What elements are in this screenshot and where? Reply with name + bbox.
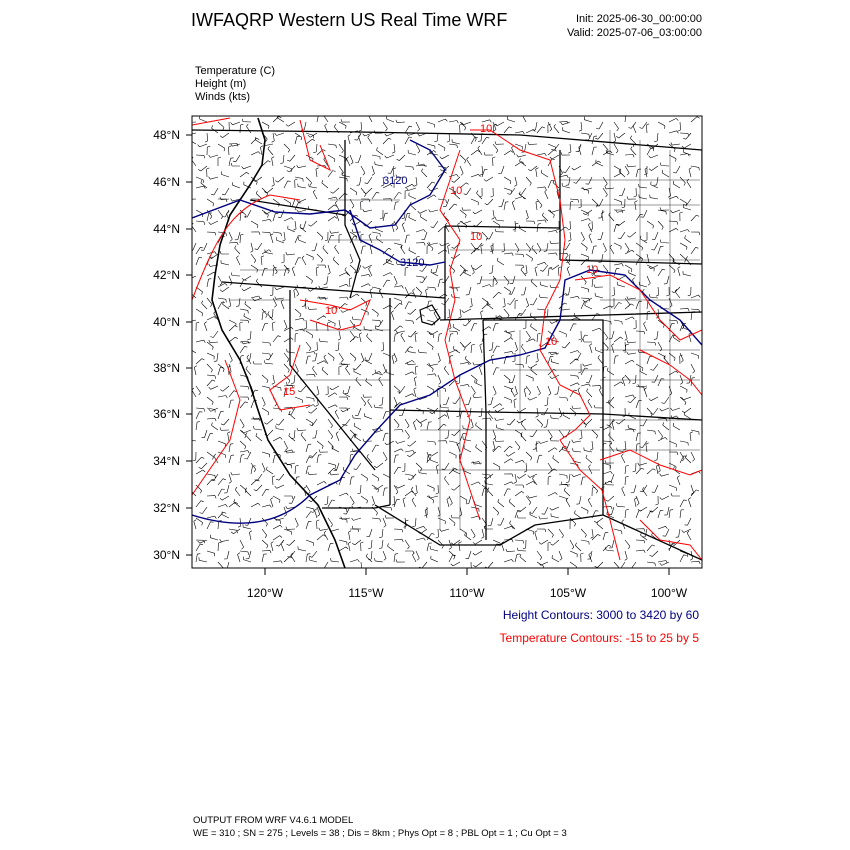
temperature-contour-label: 10 bbox=[450, 185, 463, 197]
field-winds-label: Winds (kts) bbox=[195, 91, 250, 103]
temperature-contour-label: 10 bbox=[586, 264, 599, 276]
field-height-label: Height (m) bbox=[195, 78, 247, 90]
lon-label: 115°W bbox=[348, 586, 384, 600]
temperature-contour-legend: Temperature Contours: -15 to 25 by 5 bbox=[499, 631, 699, 645]
lat-label: 40°N bbox=[153, 315, 180, 329]
lat-label: 46°N bbox=[153, 175, 180, 189]
temperature-contour-label: 10 bbox=[545, 336, 558, 348]
lon-label: 110°W bbox=[449, 586, 485, 600]
temperature-contour-label: 10 bbox=[470, 231, 483, 243]
model-info-line: OUTPUT FROM WRF V4.6.1 MODEL bbox=[193, 815, 354, 826]
lat-label: 44°N bbox=[153, 222, 180, 236]
model-config-line: WE = 310 ; SN = 275 ; Levels = 38 ; Dis = 8km ; Phys Opt = 8 ; PBL Opt = 1 ; Cu Opt = 3 bbox=[193, 828, 567, 839]
lat-label: 36°N bbox=[153, 407, 180, 421]
field-temperature-label: Temperature (C) bbox=[195, 65, 276, 77]
lon-label: 105°W bbox=[549, 586, 587, 600]
height-contour-label: 3120 bbox=[400, 257, 425, 269]
temperature-contour-label: 15 bbox=[283, 386, 296, 398]
lat-label: 34°N bbox=[153, 454, 180, 468]
height-contour-legend: Height Contours: 3000 to 3420 by 60 bbox=[502, 608, 699, 622]
lat-label: 48°N bbox=[153, 128, 180, 142]
temperature-contour-label: 10 bbox=[480, 123, 493, 135]
latitude-axis bbox=[153, 128, 192, 562]
height-contour-label: 3120 bbox=[383, 175, 408, 187]
lat-label: 32°N bbox=[153, 501, 180, 515]
lon-label: 120°W bbox=[246, 586, 284, 600]
temperature-contour-label: 10 bbox=[325, 305, 338, 317]
lat-label: 42°N bbox=[153, 268, 180, 282]
valid-time: Valid: 2025-07-06_03:00:00 bbox=[567, 27, 702, 39]
lat-label: 38°N bbox=[153, 361, 180, 375]
lon-label: 100°W bbox=[650, 586, 688, 600]
longitude-axis bbox=[247, 568, 688, 600]
init-time: Init: 2025-06-30_00:00:00 bbox=[576, 13, 702, 25]
lat-label: 30°N bbox=[153, 548, 180, 562]
map-title: IWFAQRP Western US Real Time WRF bbox=[191, 10, 508, 30]
